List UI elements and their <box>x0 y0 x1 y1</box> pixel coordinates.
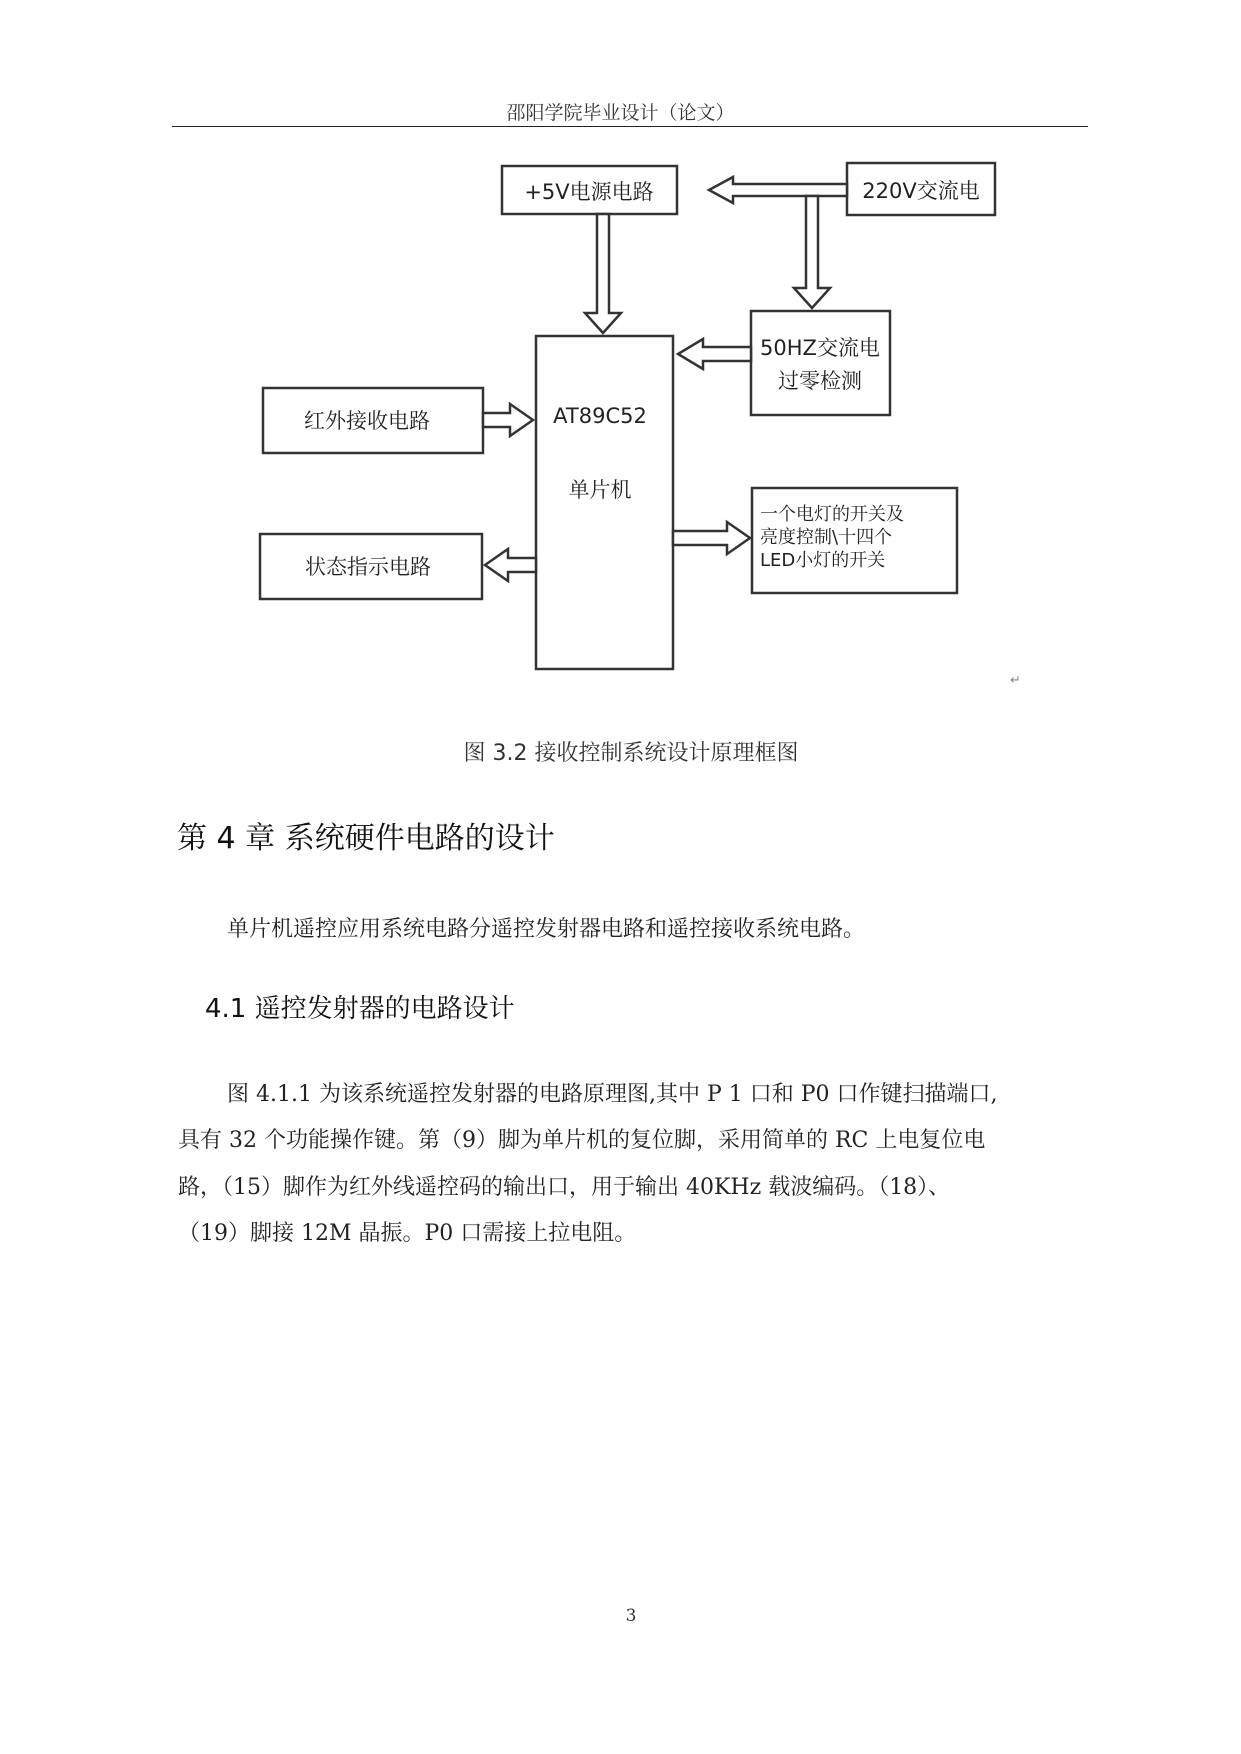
label-zero-cross-1: 50HZ交流电 <box>760 336 880 360</box>
arrow-zero-cross-to-mcu <box>678 339 751 369</box>
body-line-4: （19）脚接 12M 晶振。P0 口需接上拉电阻。 <box>178 1221 637 1246</box>
body-line-3: 路，（15）脚作为红外线遥控码的输出口，用于输出 40KHz 载波编码。（18）、 <box>178 1175 951 1200</box>
body-line-1: 图 4.1.1 为该系统遥控发射器的电路原理图,其中 P 1 口和 P0 口作键扫描端口, <box>227 1082 998 1107</box>
label-zero-cross-2: 过零检测 <box>778 369 862 393</box>
arrow-mcu-to-output <box>673 522 750 554</box>
arrow-ac-to-zero-cross <box>794 196 830 308</box>
box-zero-cross <box>751 311 890 415</box>
figure-caption: 图 3.2 接收控制系统设计原理框图 <box>463 741 799 766</box>
box-mcu <box>536 336 673 669</box>
label-output-3: LED小灯的开关 <box>760 550 886 571</box>
chapter-heading: 第 4 章 系统硬件电路的设计 <box>177 821 555 856</box>
return-mark: ↵ <box>1010 673 1021 688</box>
label-output-1: 一个电灯的开关及 <box>760 504 904 525</box>
label-ac220: 220V交流电 <box>862 179 980 203</box>
label-mcu-1: AT89C52 <box>553 404 647 428</box>
block-diagram <box>0 0 1241 720</box>
label-output-2: 亮度控制\十四个 <box>760 527 893 548</box>
body-line-2: 具有 32 个功能操作键。第（9）脚为单片机的复位脚，采用简单的 RC 上电复位电 <box>178 1128 986 1153</box>
label-power5v: +5V电源电路 <box>524 180 654 204</box>
page-number: 3 <box>625 1606 637 1626</box>
arrow-ir-to-mcu <box>483 404 533 436</box>
arrow-power-to-mcu <box>585 214 621 333</box>
page-header-title: 邵阳学院毕业设计（论文） <box>506 102 735 124</box>
arrow-mcu-to-status <box>485 549 536 581</box>
section-heading: 4.1 遥控发射器的电路设计 <box>205 994 515 1024</box>
label-mcu-2: 单片机 <box>568 478 632 502</box>
label-ir-receiver: 红外接收电路 <box>304 409 430 433</box>
intro-paragraph: 单片机遥控应用系统电路分遥控发射器电路和遥控接收系统电路。 <box>227 917 866 942</box>
label-status: 状态指示电路 <box>305 555 431 579</box>
arrow-ac-to-power <box>709 177 847 203</box>
